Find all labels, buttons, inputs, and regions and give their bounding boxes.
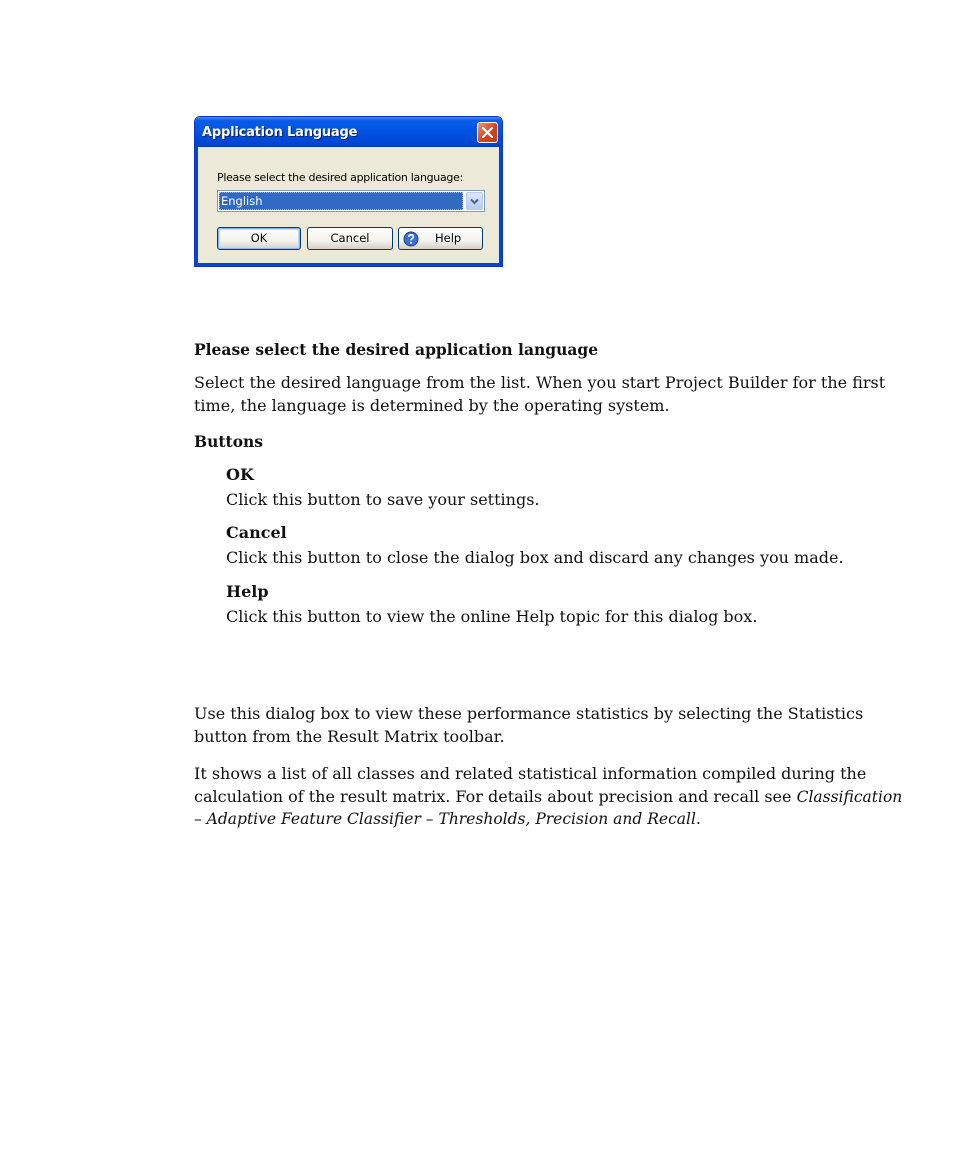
language-prompt: Please select the desired application language: (217, 171, 463, 184)
classes-line-3-end: . (695, 809, 701, 828)
buttons-heading: Buttons (194, 432, 264, 451)
language-select[interactable] (217, 190, 485, 212)
help-term: Help (226, 582, 269, 601)
dialog-body (198, 147, 499, 263)
help-button[interactable] (398, 227, 483, 250)
classification-reference-continued: – Adaptive Feature Classifier – Thresholds, Precision and Recall (194, 810, 696, 828)
classes-line-2: calculation of the result matrix. For details about precision and recall see (194, 786, 797, 806)
cancel-term: Cancel (226, 523, 287, 542)
statistics-paragraph (194, 703, 863, 748)
help-icon (403, 231, 419, 247)
dialog-title: Application Language (202, 125, 358, 140)
statistics-line-2: button from the Result Matrix toolbar. (194, 726, 505, 746)
close-button[interactable] (477, 122, 498, 143)
intro-paragraph (194, 372, 885, 417)
statistics-line-1: Use this dialog box to view these performance statistics by selecting the Statistics (194, 704, 864, 723)
ok-term: OK (226, 465, 254, 484)
help-description: Click this button to view the online Help topic for this dialog box. (226, 607, 758, 626)
language-select-dropdown-button[interactable] (466, 192, 483, 210)
classes-line-1: It shows a list of all classes and related statistical information compiled during the (194, 764, 867, 783)
chevron-down-icon (470, 198, 479, 205)
cancel-description: Click this button to close the dialog box and discard any changes you made. (226, 548, 844, 567)
classification-reference: Classification (796, 787, 903, 806)
dialog-frame-right (499, 147, 502, 266)
application-language-dialog (194, 116, 503, 267)
section-heading: Please select the desired application language (194, 340, 599, 359)
ok-button[interactable]: OK (217, 227, 301, 250)
intro-line-1: Select the desired language from the list. When you start Project Builder for the first (194, 373, 886, 392)
language-select-value: English (219, 192, 463, 210)
cancel-button[interactable]: Cancel (307, 227, 393, 250)
help-button-label: Help (435, 231, 462, 245)
dialog-frame-bottom (195, 263, 502, 266)
dialog-titlebar[interactable] (195, 117, 502, 147)
ok-description: Click this button to save your settings. (226, 490, 540, 509)
classes-paragraph (194, 763, 902, 831)
intro-line-2: time, the language is determined by the operating system. (194, 395, 670, 415)
close-icon (482, 127, 493, 138)
